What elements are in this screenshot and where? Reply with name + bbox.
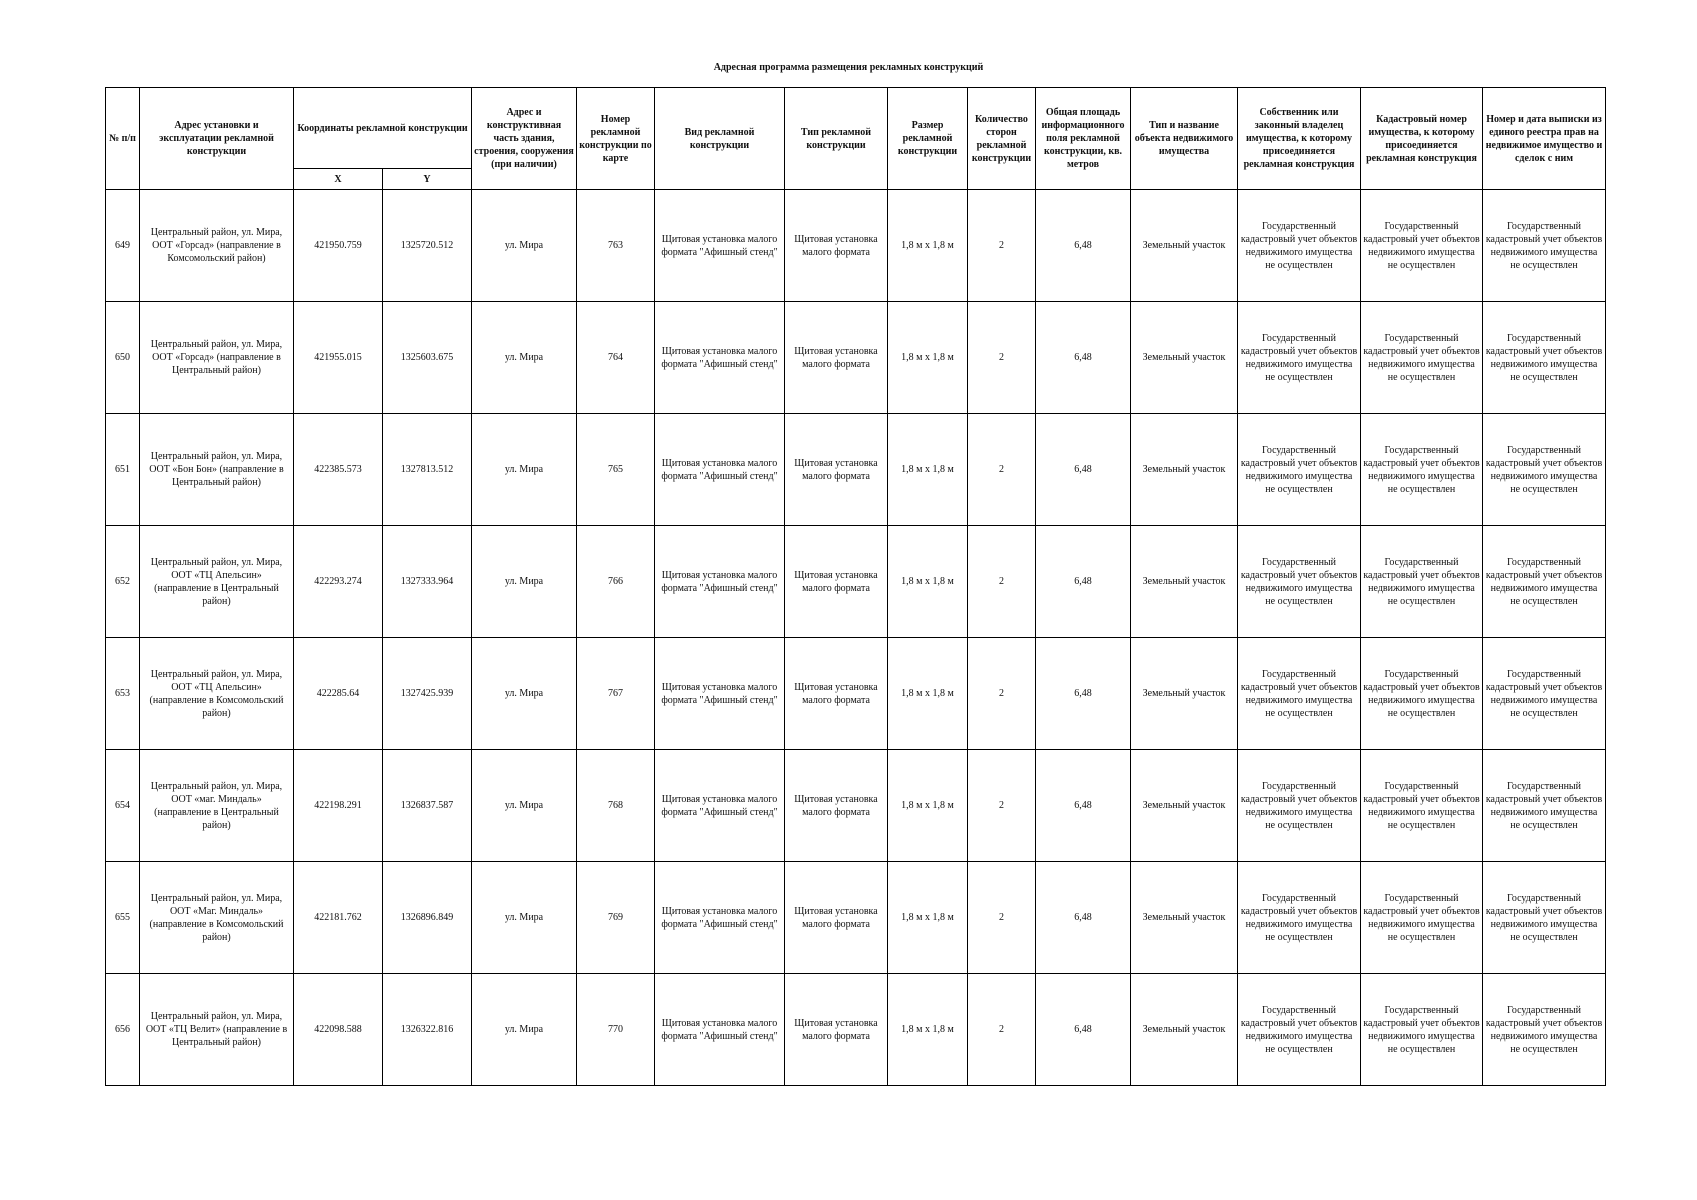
cell-address: Центральный район, ул. Мира, ООТ «Маг. Миндаль» (направление в Комсомольский район) (140, 862, 294, 974)
cell-building-part: ул. Мира (472, 638, 577, 750)
cell-type: Щитовая установка малого формата (785, 974, 888, 1086)
header-kind: Вид рекламной конструкции (655, 88, 785, 190)
cell-num: 656 (106, 974, 140, 1086)
cell-y: 1327333.964 (383, 526, 472, 638)
cell-building-part: ул. Мира (472, 526, 577, 638)
cell-num: 653 (106, 638, 140, 750)
header-y: Y (383, 169, 472, 190)
cell-building-part: ул. Мира (472, 974, 577, 1086)
cell-object: Земельный участок (1131, 638, 1238, 750)
cell-y: 1326322.816 (383, 974, 472, 1086)
cell-map-number: 767 (577, 638, 655, 750)
cell-map-number: 764 (577, 302, 655, 414)
cell-registry: Государственный кадастровый учет объектов недвижимого имущества не осуществлен (1483, 750, 1606, 862)
cell-num: 651 (106, 414, 140, 526)
cell-address: Центральный район, ул. Мира, ООТ «Горсад» (направление в Центральный район) (140, 302, 294, 414)
cell-y: 1326837.587 (383, 750, 472, 862)
header-coords: Координаты рекламной конструкции (294, 88, 472, 169)
cell-building-part: ул. Мира (472, 302, 577, 414)
cell-type: Щитовая установка малого формата (785, 750, 888, 862)
cell-object: Земельный участок (1131, 974, 1238, 1086)
header-registry: Номер и дата выписки из единого реестра прав на недвижимое имущество и сделок с ним (1483, 88, 1606, 190)
cell-owner: Государственный кадастровый учет объектов недвижимого имущества не осуществлен (1238, 414, 1361, 526)
cell-kind: Щитовая установка малого формата "Афишный стенд" (655, 750, 785, 862)
cell-map-number: 766 (577, 526, 655, 638)
cell-y: 1325720.512 (383, 190, 472, 302)
header-map-number: Номер рекламной конструкции по карте (577, 88, 655, 190)
cell-size: 1,8 м х 1,8 м (888, 750, 968, 862)
cell-map-number: 770 (577, 974, 655, 1086)
cell-area: 6,48 (1036, 190, 1131, 302)
cell-kind: Щитовая установка малого формата "Афишный стенд" (655, 974, 785, 1086)
header-x: X (294, 169, 383, 190)
cell-building-part: ул. Мира (472, 750, 577, 862)
cell-y: 1326896.849 (383, 862, 472, 974)
cell-owner: Государственный кадастровый учет объектов недвижимого имущества не осуществлен (1238, 302, 1361, 414)
header-object: Тип и название объекта недвижимого имущества (1131, 88, 1238, 190)
header-owner: Собственник или законный владелец имущества, к которому присоединяется рекламная конструкция (1238, 88, 1361, 190)
cell-type: Щитовая установка малого формата (785, 638, 888, 750)
header-sides: Количество сторон рекламной конструкции (968, 88, 1036, 190)
cell-map-number: 768 (577, 750, 655, 862)
cell-object: Земельный участок (1131, 526, 1238, 638)
header-size: Размер рекламной конструкции (888, 88, 968, 190)
cell-type: Щитовая установка малого формата (785, 414, 888, 526)
cell-size: 1,8 м х 1,8 м (888, 302, 968, 414)
cell-registry: Государственный кадастровый учет объектов недвижимого имущества не осуществлен (1483, 638, 1606, 750)
cell-num: 652 (106, 526, 140, 638)
cell-type: Щитовая установка малого формата (785, 862, 888, 974)
cell-registry: Государственный кадастровый учет объектов недвижимого имущества не осуществлен (1483, 302, 1606, 414)
cell-cadastral: Государственный кадастровый учет объектов недвижимого имущества не осуществлен (1361, 526, 1483, 638)
cell-size: 1,8 м х 1,8 м (888, 862, 968, 974)
cell-type: Щитовая установка малого формата (785, 190, 888, 302)
cell-kind: Щитовая установка малого формата "Афишный стенд" (655, 414, 785, 526)
cell-building-part: ул. Мира (472, 862, 577, 974)
cell-x: 422198.291 (294, 750, 383, 862)
cell-building-part: ул. Мира (472, 414, 577, 526)
cell-object: Земельный участок (1131, 414, 1238, 526)
cell-owner: Государственный кадастровый учет объектов недвижимого имущества не осуществлен (1238, 974, 1361, 1086)
cell-object: Земельный участок (1131, 190, 1238, 302)
header-cadastral: Кадастровый номер имущества, к которому присоединяется рекламная конструкция (1361, 88, 1483, 190)
cell-type: Щитовая установка малого формата (785, 302, 888, 414)
table-row (106, 526, 1606, 638)
cell-x: 422181.762 (294, 862, 383, 974)
cell-kind: Щитовая установка малого формата "Афишный стенд" (655, 190, 785, 302)
cell-building-part: ул. Мира (472, 190, 577, 302)
cell-x: 422293.274 (294, 526, 383, 638)
cell-area: 6,48 (1036, 302, 1131, 414)
cell-map-number: 769 (577, 862, 655, 974)
cell-num: 649 (106, 190, 140, 302)
cell-area: 6,48 (1036, 526, 1131, 638)
cell-object: Земельный участок (1131, 302, 1238, 414)
cell-sides: 2 (968, 750, 1036, 862)
cell-address: Центральный район, ул. Мира, ООТ «ТЦ Апельсин» (направление в Центральный район) (140, 526, 294, 638)
header-num: № п/п (106, 88, 140, 190)
cell-owner: Государственный кадастровый учет объектов недвижимого имущества не осуществлен (1238, 862, 1361, 974)
cell-address: Центральный район, ул. Мира, ООТ «ТЦ Апельсин» (направление в Комсомольский район) (140, 638, 294, 750)
cell-object: Земельный участок (1131, 750, 1238, 862)
cell-registry: Государственный кадастровый учет объектов недвижимого имущества не осуществлен (1483, 414, 1606, 526)
cell-map-number: 765 (577, 414, 655, 526)
cell-sides: 2 (968, 974, 1036, 1086)
header-type: Тип рекламной конструкции (785, 88, 888, 190)
cell-registry: Государственный кадастровый учет объектов недвижимого имущества не осуществлен (1483, 526, 1606, 638)
cell-size: 1,8 м х 1,8 м (888, 974, 968, 1086)
cell-size: 1,8 м х 1,8 м (888, 526, 968, 638)
cell-sides: 2 (968, 638, 1036, 750)
cell-size: 1,8 м х 1,8 м (888, 414, 968, 526)
cell-owner: Государственный кадастровый учет объектов недвижимого имущества не осуществлен (1238, 750, 1361, 862)
cell-cadastral: Государственный кадастровый учет объектов недвижимого имущества не осуществлен (1361, 638, 1483, 750)
cell-cadastral: Государственный кадастровый учет объектов недвижимого имущества не осуществлен (1361, 302, 1483, 414)
cell-cadastral: Государственный кадастровый учет объектов недвижимого имущества не осуществлен (1361, 414, 1483, 526)
cell-kind: Щитовая установка малого формата "Афишный стенд" (655, 302, 785, 414)
cell-cadastral: Государственный кадастровый учет объектов недвижимого имущества не осуществлен (1361, 750, 1483, 862)
cell-area: 6,48 (1036, 638, 1131, 750)
cell-owner: Государственный кадастровый учет объектов недвижимого имущества не осуществлен (1238, 190, 1361, 302)
header-address: Адрес установки и эксплуатации рекламной конструкции (140, 88, 294, 190)
cell-cadastral: Государственный кадастровый учет объектов недвижимого имущества не осуществлен (1361, 974, 1483, 1086)
table-row (106, 974, 1606, 1086)
table-row (106, 750, 1606, 862)
cell-address: Центральный район, ул. Мира, ООТ «ТЦ Велит» (направление в Центральный район) (140, 974, 294, 1086)
cell-area: 6,48 (1036, 750, 1131, 862)
cell-num: 650 (106, 302, 140, 414)
cell-type: Щитовая установка малого формата (785, 526, 888, 638)
cell-x: 422098.588 (294, 974, 383, 1086)
table-body (106, 190, 1606, 1086)
header-area: Общая площадь информационного поля рекламной конструкции, кв. метров (1036, 88, 1131, 190)
cell-kind: Щитовая установка малого формата "Афишный стенд" (655, 638, 785, 750)
cell-x: 421950.759 (294, 190, 383, 302)
advertising-program-table (105, 87, 1606, 1086)
cell-y: 1327813.512 (383, 414, 472, 526)
cell-map-number: 763 (577, 190, 655, 302)
cell-object: Земельный участок (1131, 862, 1238, 974)
cell-sides: 2 (968, 190, 1036, 302)
cell-sides: 2 (968, 414, 1036, 526)
cell-cadastral: Государственный кадастровый учет объектов недвижимого имущества не осуществлен (1361, 862, 1483, 974)
cell-area: 6,48 (1036, 974, 1131, 1086)
cell-size: 1,8 м х 1,8 м (888, 638, 968, 750)
cell-x: 421955.015 (294, 302, 383, 414)
cell-kind: Щитовая установка малого формата "Афишный стенд" (655, 862, 785, 974)
cell-owner: Государственный кадастровый учет объектов недвижимого имущества не осуществлен (1238, 526, 1361, 638)
cell-owner: Государственный кадастровый учет объектов недвижимого имущества не осуществлен (1238, 638, 1361, 750)
table-row (106, 414, 1606, 526)
cell-y: 1327425.939 (383, 638, 472, 750)
cell-x: 422285.64 (294, 638, 383, 750)
cell-area: 6,48 (1036, 414, 1131, 526)
cell-sides: 2 (968, 302, 1036, 414)
cell-num: 654 (106, 750, 140, 862)
cell-sides: 2 (968, 526, 1036, 638)
cell-cadastral: Государственный кадастровый учет объектов недвижимого имущества не осуществлен (1361, 190, 1483, 302)
table-row (106, 302, 1606, 414)
table-row (106, 190, 1606, 302)
document-title: Адресная программа размещения рекламных конструкций (713, 62, 984, 73)
cell-size: 1,8 м х 1,8 м (888, 190, 968, 302)
header-building-part: Адрес и конструктивная часть здания, строения, сооружения (при наличии) (472, 88, 577, 190)
cell-sides: 2 (968, 862, 1036, 974)
cell-kind: Щитовая установка малого формата "Афишный стенд" (655, 526, 785, 638)
cell-address: Центральный район, ул. Мира, ООТ «Бон Бон» (направление в Центральный район) (140, 414, 294, 526)
cell-x: 422385.573 (294, 414, 383, 526)
table-row (106, 862, 1606, 974)
cell-num: 655 (106, 862, 140, 974)
cell-area: 6,48 (1036, 862, 1131, 974)
cell-address: Центральный район, ул. Мира, ООТ «Горсад» (направление в Комсомольский район) (140, 190, 294, 302)
cell-y: 1325603.675 (383, 302, 472, 414)
cell-registry: Государственный кадастровый учет объектов недвижимого имущества не осуществлен (1483, 974, 1606, 1086)
cell-address: Центральный район, ул. Мира, ООТ «маг. Миндаль» (направление в Центральный район) (140, 750, 294, 862)
cell-registry: Государственный кадастровый учет объектов недвижимого имущества не осуществлен (1483, 862, 1606, 974)
cell-registry: Государственный кадастровый учет объектов недвижимого имущества не осуществлен (1483, 190, 1606, 302)
table-row (106, 638, 1606, 750)
